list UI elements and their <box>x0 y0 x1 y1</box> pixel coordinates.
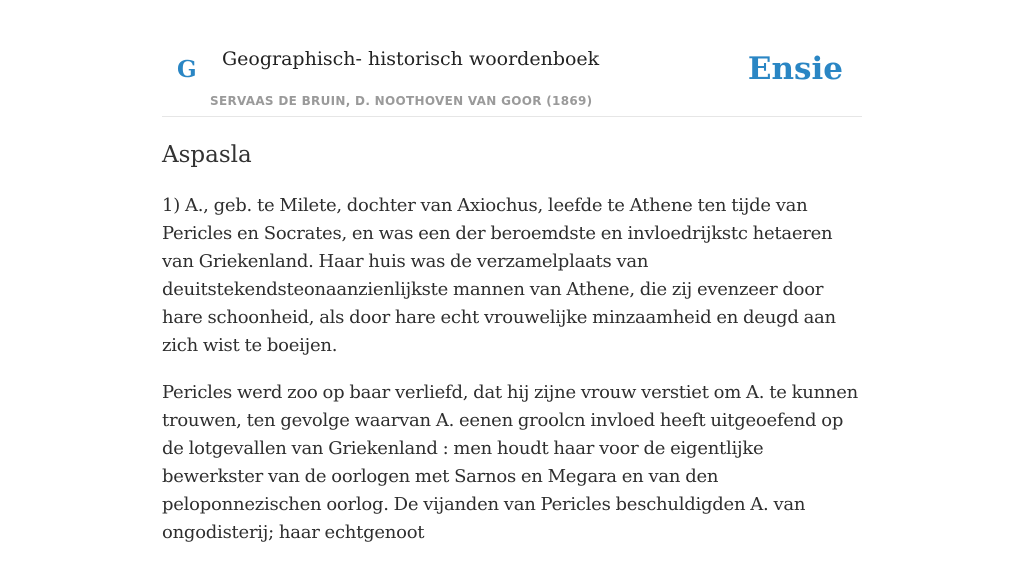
book-authors: SERVAAS DE BRUIN, D. NOOTHOVEN VAN GOOR (1869) <box>210 94 593 108</box>
entry-paragraph: Pericles werd zoo op baar verliefd, dat hij zijne vrouw verstiet om A. te kunnen trouwen, ten gevolge waarvan A. eenen groolcn invloed heeft uitgeoefend op de lotgevallen van Griekenland : men houdt haar voor de eigentlijke bewerkster van de oorlogen met Sarnos en Megara en van den peloponnezischen oorlog. De vijanden van Pericles beschuldigden A. van ongodisterij; haar echtgenoot <box>162 382 859 543</box>
entry-paragraph: 1) A., geb. te Milete, dochter van Axiochus, leefde te Athene ten tijde van Pericles en Socrates, en was een der beroemdste en invloedrijkstc hetaeren van Griekenland. Haar huis was de verzamelplaats van deuitstekendsteonaanzienlijkste mannen van Athene, die zij evenzeer door hare schoonheid, als door hare echt vrouwelijke minzaamheid en deugd aan zich wist te boeijen. <box>162 195 836 356</box>
entry-title: Aspasla <box>162 142 252 168</box>
brand-logo[interactable]: Ensie <box>747 51 843 87</box>
book-title-link[interactable]: Geographisch- historisch woordenboek <box>222 48 600 70</box>
book-letter-icon[interactable]: G <box>177 56 197 83</box>
page <box>162 0 862 543</box>
entry-content <box>162 192 862 566</box>
header <box>162 0 862 117</box>
